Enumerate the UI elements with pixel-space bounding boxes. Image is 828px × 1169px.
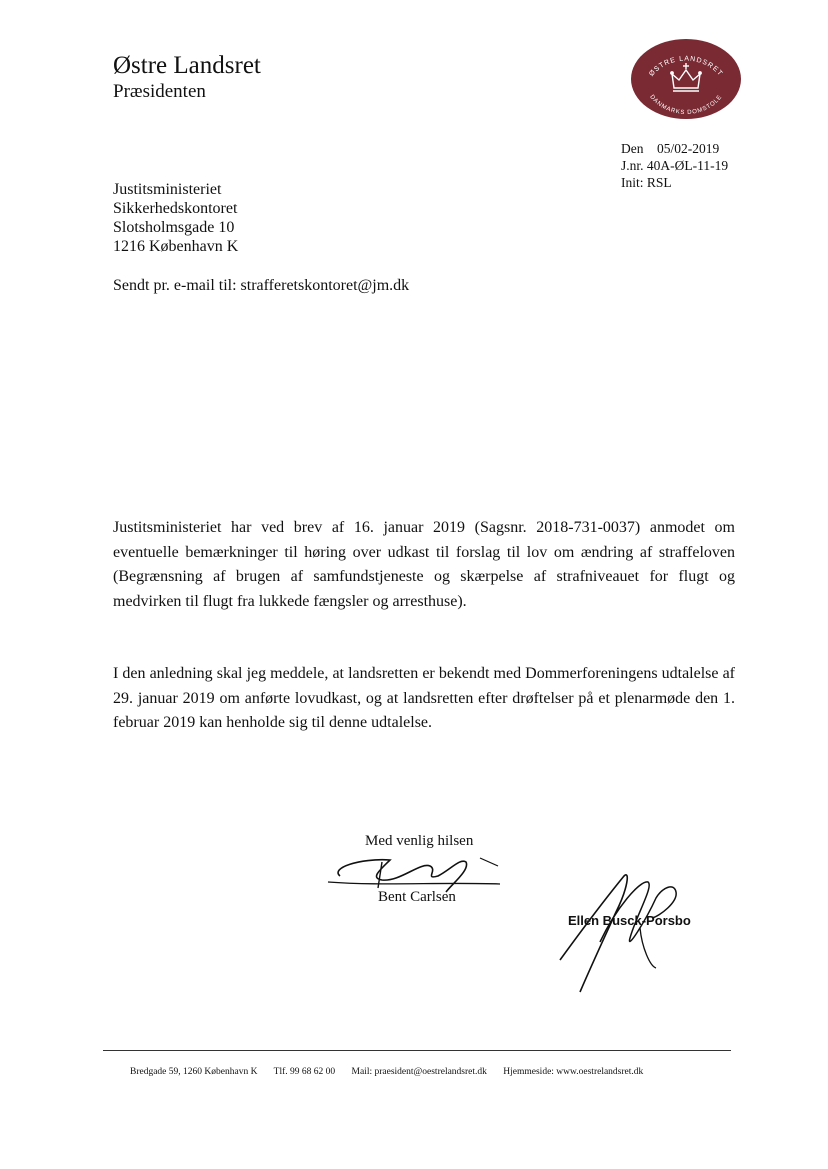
recipient-line: 1216 København K xyxy=(113,238,239,255)
case-meta xyxy=(621,140,728,191)
body-paragraph: Justitsministeriet har ved brev af 16. januar 2019 (Sagsnr. 2018-731-0037) anmodet om eventuelle bemærkninger til høring over udkast til forslag til lov om ændring af straffeloven (Begrænsning af brugen af samfundstjeneste og skærpelse af strafniveauet for flugt og medvirken til flugt fra lukkede fængsler og arresthuse). xyxy=(113,519,735,610)
initials: Init: RSL xyxy=(621,175,672,190)
court-seal xyxy=(630,38,742,120)
footer-phone: Tlf. 99 68 62 00 xyxy=(273,1067,336,1077)
footer-divider xyxy=(103,1050,731,1051)
court-name: Østre Landsret xyxy=(113,52,261,79)
closing-greeting: Med venlig hilsen xyxy=(365,833,474,849)
second-signer-name: Ellen Busck-Porsbo xyxy=(568,913,691,928)
handwritten-signature xyxy=(556,868,696,998)
sent-by-email-line: Sendt pr. e-mail til: strafferetskontoret@jm.dk xyxy=(113,277,410,294)
signer-name: Bent Carlsen xyxy=(378,889,456,905)
journal-number: J.nr. 40A-ØL-11-19 xyxy=(621,158,729,173)
footer-mail: Mail: praesident@oestrelandsret.dk xyxy=(351,1067,487,1077)
recipient-line: Justitsministeriet xyxy=(113,181,222,198)
footer-web: Hjemmeside: www.oestrelandsret.dk xyxy=(503,1067,644,1077)
letter-date: Den 05/02-2019 xyxy=(621,141,720,156)
seal-bottom-text: DANMARKS DOMSTOLE xyxy=(648,94,724,117)
body-paragraph: I den anledning skal jeg meddele, at landsretten er bekendt med Dommerforeningens udtalelse af 29. januar 2019 om anførte lovudkast, og at landsretten efter drøftelser på et plenarmøde den 1. februar 2019 kan henholde sig til denne udtalelse. xyxy=(113,665,735,731)
footer xyxy=(130,1066,657,1078)
recipient-address xyxy=(113,180,238,256)
recipient-line: Sikkerhedskontoret xyxy=(113,200,238,217)
seal-top-text: ØSTRE LANDSRET xyxy=(648,55,724,78)
handwritten-signature xyxy=(320,840,510,900)
footer-address: Bredgade 59, 1260 København K xyxy=(130,1067,258,1077)
court-subtitle: Præsidenten xyxy=(113,81,206,102)
recipient-line: Slotsholmsgade 10 xyxy=(113,219,235,236)
